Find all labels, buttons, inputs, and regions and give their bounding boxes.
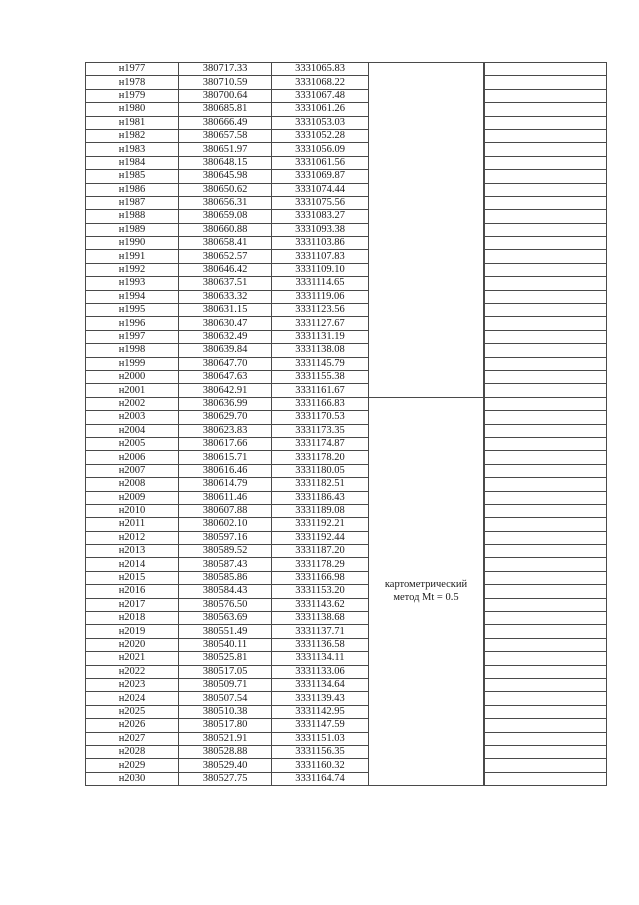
y-coordinate-cell: 3331178.20	[272, 451, 369, 464]
table-row	[86, 585, 607, 598]
note-cell	[485, 156, 607, 169]
y-coordinate-cell: 3331103.86	[272, 237, 369, 250]
y-coordinate-cell: 3331192.44	[272, 531, 369, 544]
y-coordinate-cell: 3331083.27	[272, 210, 369, 223]
note-cell	[485, 330, 607, 343]
y-coordinate-cell: 3331074.44	[272, 183, 369, 196]
y-coordinate-cell: 3331061.26	[272, 103, 369, 116]
y-coordinate-cell: 3331133.06	[272, 665, 369, 678]
y-coordinate-cell: 3331166.83	[272, 397, 369, 410]
x-coordinate-cell: 380660.88	[179, 223, 272, 236]
x-coordinate-cell: 380614.79	[179, 478, 272, 491]
point-id-cell: н2026	[86, 719, 179, 732]
x-coordinate-cell: 380507.54	[179, 692, 272, 705]
y-coordinate-cell: 3331138.08	[272, 344, 369, 357]
note-cell	[485, 263, 607, 276]
y-coordinate-cell: 3331052.28	[272, 129, 369, 142]
x-coordinate-cell: 380602.10	[179, 518, 272, 531]
point-id-cell: н1991	[86, 250, 179, 263]
x-coordinate-cell: 380517.05	[179, 665, 272, 678]
x-coordinate-cell: 380685.81	[179, 103, 272, 116]
point-id-cell: н1979	[86, 89, 179, 102]
table-row	[86, 732, 607, 745]
table-row	[86, 612, 607, 625]
x-coordinate-cell: 380587.43	[179, 558, 272, 571]
note-cell	[485, 317, 607, 330]
note-cell	[485, 437, 607, 450]
note-cell	[485, 678, 607, 691]
table-row	[86, 237, 607, 250]
table-row	[86, 263, 607, 276]
point-id-cell: н2027	[86, 732, 179, 745]
table-row	[86, 304, 607, 317]
y-coordinate-cell: 3331164.74	[272, 772, 369, 785]
note-cell	[485, 223, 607, 236]
y-coordinate-cell: 3331147.59	[272, 719, 369, 732]
x-coordinate-cell: 380650.62	[179, 183, 272, 196]
x-coordinate-cell: 380611.46	[179, 491, 272, 504]
point-id-cell: н2018	[86, 612, 179, 625]
y-coordinate-cell: 3331075.56	[272, 196, 369, 209]
table-row	[86, 759, 607, 772]
y-coordinate-cell: 3331142.95	[272, 705, 369, 718]
y-coordinate-cell: 3331170.53	[272, 411, 369, 424]
point-id-cell: н1998	[86, 344, 179, 357]
point-id-cell: н2017	[86, 598, 179, 611]
point-id-cell: н2005	[86, 437, 179, 450]
table-row	[86, 719, 607, 732]
x-coordinate-cell: 380639.84	[179, 344, 272, 357]
point-id-cell: н2023	[86, 678, 179, 691]
point-id-cell: н1980	[86, 103, 179, 116]
note-cell	[485, 705, 607, 718]
table-row	[86, 277, 607, 290]
y-coordinate-cell: 3331137.71	[272, 625, 369, 638]
table-row	[86, 317, 607, 330]
point-id-cell: н2010	[86, 504, 179, 517]
x-coordinate-cell: 380647.63	[179, 370, 272, 383]
point-id-cell: н2006	[86, 451, 179, 464]
table-row	[86, 250, 607, 263]
x-coordinate-cell: 380652.57	[179, 250, 272, 263]
point-id-cell: н1999	[86, 357, 179, 370]
note-cell	[485, 518, 607, 531]
y-coordinate-cell: 3331107.83	[272, 250, 369, 263]
table-row	[86, 183, 607, 196]
x-coordinate-cell: 380632.49	[179, 330, 272, 343]
point-id-cell: н2008	[86, 478, 179, 491]
table-row	[86, 290, 607, 303]
y-coordinate-cell: 3331189.08	[272, 504, 369, 517]
note-cell	[485, 585, 607, 598]
x-coordinate-cell: 380656.31	[179, 196, 272, 209]
point-id-cell: н1977	[86, 63, 179, 76]
point-id-cell: н1990	[86, 237, 179, 250]
x-coordinate-cell: 380517.80	[179, 719, 272, 732]
table-row	[86, 531, 607, 544]
point-id-cell: н2024	[86, 692, 179, 705]
table-row	[86, 451, 607, 464]
x-coordinate-cell: 380637.51	[179, 277, 272, 290]
x-coordinate-cell: 380659.08	[179, 210, 272, 223]
y-coordinate-cell: 3331053.03	[272, 116, 369, 129]
note-cell	[485, 370, 607, 383]
x-coordinate-cell: 380642.91	[179, 384, 272, 397]
note-cell	[485, 63, 607, 76]
x-coordinate-cell: 380633.32	[179, 290, 272, 303]
note-cell	[485, 196, 607, 209]
x-coordinate-cell: 380527.75	[179, 772, 272, 785]
note-cell	[485, 652, 607, 665]
note-cell	[485, 478, 607, 491]
x-coordinate-cell: 380521.91	[179, 732, 272, 745]
point-id-cell: н2004	[86, 424, 179, 437]
y-coordinate-cell: 3331155.38	[272, 370, 369, 383]
x-coordinate-cell: 380510.38	[179, 705, 272, 718]
note-cell	[485, 545, 607, 558]
point-id-cell: н1995	[86, 304, 179, 317]
x-coordinate-cell: 380540.11	[179, 638, 272, 651]
table-row	[86, 397, 607, 410]
y-coordinate-cell: 3331180.05	[272, 464, 369, 477]
point-id-cell: н1997	[86, 330, 179, 343]
x-coordinate-cell: 380630.47	[179, 317, 272, 330]
point-id-cell: н1993	[86, 277, 179, 290]
table-row	[86, 692, 607, 705]
note-cell	[485, 451, 607, 464]
table-row	[86, 196, 607, 209]
point-id-cell: н2020	[86, 638, 179, 651]
note-cell	[485, 531, 607, 544]
point-id-cell: н2022	[86, 665, 179, 678]
point-id-cell: н1989	[86, 223, 179, 236]
table-row	[86, 464, 607, 477]
y-coordinate-cell: 3331093.38	[272, 223, 369, 236]
note-cell	[485, 598, 607, 611]
table-row	[86, 478, 607, 491]
y-coordinate-cell: 3331069.87	[272, 170, 369, 183]
table-row	[86, 357, 607, 370]
point-id-cell: н1983	[86, 143, 179, 156]
x-coordinate-cell: 380616.46	[179, 464, 272, 477]
y-coordinate-cell: 3331153.20	[272, 585, 369, 598]
table-row	[86, 504, 607, 517]
y-coordinate-cell: 3331178.29	[272, 558, 369, 571]
y-coordinate-cell: 3331134.64	[272, 678, 369, 691]
note-cell	[485, 210, 607, 223]
point-id-cell: н2019	[86, 625, 179, 638]
table-row	[86, 143, 607, 156]
point-id-cell: н1981	[86, 116, 179, 129]
y-coordinate-cell: 3331138.68	[272, 612, 369, 625]
note-cell	[485, 424, 607, 437]
note-cell	[485, 638, 607, 651]
table-row	[86, 424, 607, 437]
note-cell	[485, 732, 607, 745]
note-cell	[485, 692, 607, 705]
x-coordinate-cell: 380666.49	[179, 116, 272, 129]
table-row	[86, 384, 607, 397]
y-coordinate-cell: 3331139.43	[272, 692, 369, 705]
point-id-cell: н1984	[86, 156, 179, 169]
y-coordinate-cell: 3331061.56	[272, 156, 369, 169]
x-coordinate-cell: 380646.42	[179, 263, 272, 276]
table-row	[86, 491, 607, 504]
note-cell	[485, 504, 607, 517]
note-cell	[485, 772, 607, 785]
point-id-cell: н2028	[86, 745, 179, 758]
x-coordinate-cell: 380645.98	[179, 170, 272, 183]
note-cell	[485, 277, 607, 290]
note-cell	[485, 103, 607, 116]
y-coordinate-cell: 3331068.22	[272, 76, 369, 89]
point-id-cell: н2021	[86, 652, 179, 665]
x-coordinate-cell: 380576.50	[179, 598, 272, 611]
point-id-cell: н1996	[86, 317, 179, 330]
table-row	[86, 223, 607, 236]
table-row	[86, 652, 607, 665]
x-coordinate-cell: 380589.52	[179, 545, 272, 558]
point-id-cell: н1982	[86, 129, 179, 142]
y-coordinate-cell: 3331143.62	[272, 598, 369, 611]
point-id-cell: н1994	[86, 290, 179, 303]
x-coordinate-cell: 380647.70	[179, 357, 272, 370]
x-coordinate-cell: 380658.41	[179, 237, 272, 250]
point-id-cell: н2025	[86, 705, 179, 718]
note-cell	[485, 357, 607, 370]
table-row	[86, 598, 607, 611]
note-cell	[485, 491, 607, 504]
point-id-cell: н2001	[86, 384, 179, 397]
x-coordinate-cell: 380529.40	[179, 759, 272, 772]
y-coordinate-cell: 3331174.87	[272, 437, 369, 450]
table-row	[86, 665, 607, 678]
table-row	[86, 63, 607, 76]
note-cell	[485, 250, 607, 263]
note-cell	[485, 384, 607, 397]
note-cell	[485, 759, 607, 772]
note-cell	[485, 558, 607, 571]
y-coordinate-cell: 3331187.20	[272, 545, 369, 558]
x-coordinate-cell: 380528.88	[179, 745, 272, 758]
note-cell	[485, 183, 607, 196]
table-row	[86, 103, 607, 116]
y-coordinate-cell: 3331186.43	[272, 491, 369, 504]
point-id-cell: н2013	[86, 545, 179, 558]
point-id-cell: н2000	[86, 370, 179, 383]
y-coordinate-cell: 3331065.83	[272, 63, 369, 76]
table-row	[86, 678, 607, 691]
y-coordinate-cell: 3331182.51	[272, 478, 369, 491]
table-row	[86, 330, 607, 343]
table-row	[86, 344, 607, 357]
point-id-cell: н2016	[86, 585, 179, 598]
table-row	[86, 772, 607, 785]
table-row	[86, 129, 607, 142]
point-id-cell: н1988	[86, 210, 179, 223]
point-id-cell: н1987	[86, 196, 179, 209]
table-row	[86, 625, 607, 638]
x-coordinate-cell: 380648.15	[179, 156, 272, 169]
note-cell	[485, 304, 607, 317]
y-coordinate-cell: 3331119.06	[272, 290, 369, 303]
note-cell	[485, 170, 607, 183]
x-coordinate-cell: 380551.49	[179, 625, 272, 638]
x-coordinate-cell: 380629.70	[179, 411, 272, 424]
x-coordinate-cell: 380631.15	[179, 304, 272, 317]
note-cell	[485, 464, 607, 477]
table-row	[86, 89, 607, 102]
y-coordinate-cell: 3331114.65	[272, 277, 369, 290]
table-row	[86, 210, 607, 223]
note-cell	[485, 411, 607, 424]
x-coordinate-cell: 380710.59	[179, 76, 272, 89]
x-coordinate-cell: 380651.97	[179, 143, 272, 156]
table-row	[86, 437, 607, 450]
y-coordinate-cell: 3331173.35	[272, 424, 369, 437]
y-coordinate-cell: 3331192.21	[272, 518, 369, 531]
y-coordinate-cell: 3331156.35	[272, 745, 369, 758]
note-cell	[485, 571, 607, 584]
point-id-cell: н2014	[86, 558, 179, 571]
point-id-cell: н2012	[86, 531, 179, 544]
x-coordinate-cell: 380717.33	[179, 63, 272, 76]
x-coordinate-cell: 380585.86	[179, 571, 272, 584]
note-cell	[485, 129, 607, 142]
y-coordinate-cell: 3331136.58	[272, 638, 369, 651]
y-coordinate-cell: 3331160.32	[272, 759, 369, 772]
table-row	[86, 170, 607, 183]
point-id-cell: н1992	[86, 263, 179, 276]
y-coordinate-cell: 3331161.67	[272, 384, 369, 397]
note-cell	[485, 625, 607, 638]
x-coordinate-cell: 380636.99	[179, 397, 272, 410]
point-id-cell: н1986	[86, 183, 179, 196]
table-row	[86, 558, 607, 571]
note-cell	[485, 116, 607, 129]
y-coordinate-cell: 3331067.48	[272, 89, 369, 102]
x-coordinate-cell: 380509.71	[179, 678, 272, 691]
note-cell	[485, 719, 607, 732]
table-row	[86, 545, 607, 558]
y-coordinate-cell: 3331151.03	[272, 732, 369, 745]
note-cell	[485, 397, 607, 410]
x-coordinate-cell: 380607.88	[179, 504, 272, 517]
method-cell: картометрический метод Mt = 0.5	[369, 397, 484, 785]
note-cell	[485, 665, 607, 678]
x-coordinate-cell: 380615.71	[179, 451, 272, 464]
note-cell	[485, 612, 607, 625]
table-row	[86, 411, 607, 424]
point-id-cell: н2003	[86, 411, 179, 424]
y-coordinate-cell: 3331109.10	[272, 263, 369, 276]
note-cell	[485, 344, 607, 357]
x-coordinate-cell: 380563.69	[179, 612, 272, 625]
point-id-cell: н2002	[86, 397, 179, 410]
y-coordinate-cell: 3331145.79	[272, 357, 369, 370]
table-row	[86, 156, 607, 169]
x-coordinate-cell: 380597.16	[179, 531, 272, 544]
note-cell	[485, 237, 607, 250]
x-coordinate-cell: 380700.64	[179, 89, 272, 102]
table-row	[86, 705, 607, 718]
coordinates-table	[85, 62, 607, 786]
point-id-cell: н2015	[86, 571, 179, 584]
note-cell	[485, 290, 607, 303]
note-cell	[485, 745, 607, 758]
x-coordinate-cell: 380525.81	[179, 652, 272, 665]
y-coordinate-cell: 3331127.67	[272, 317, 369, 330]
y-coordinate-cell: 3331166.98	[272, 571, 369, 584]
note-cell	[485, 89, 607, 102]
point-id-cell: н1978	[86, 76, 179, 89]
point-id-cell: н2011	[86, 518, 179, 531]
y-coordinate-cell: 3331056.09	[272, 143, 369, 156]
point-id-cell: н2029	[86, 759, 179, 772]
point-id-cell: н2030	[86, 772, 179, 785]
table-row	[86, 638, 607, 651]
x-coordinate-cell: 380617.66	[179, 437, 272, 450]
coordinates-table-body	[86, 63, 607, 786]
table-row	[86, 571, 607, 584]
table-row	[86, 745, 607, 758]
y-coordinate-cell: 3331123.56	[272, 304, 369, 317]
point-id-cell: н1985	[86, 170, 179, 183]
point-id-cell: н2007	[86, 464, 179, 477]
note-cell	[485, 76, 607, 89]
table-row	[86, 370, 607, 383]
x-coordinate-cell: 380657.58	[179, 129, 272, 142]
x-coordinate-cell: 380623.83	[179, 424, 272, 437]
table-row	[86, 518, 607, 531]
y-coordinate-cell: 3331134.11	[272, 652, 369, 665]
y-coordinate-cell: 3331131.19	[272, 330, 369, 343]
method-cell	[369, 63, 484, 398]
table-row	[86, 76, 607, 89]
table-row	[86, 116, 607, 129]
x-coordinate-cell: 380584.43	[179, 585, 272, 598]
note-cell	[485, 143, 607, 156]
point-id-cell: н2009	[86, 491, 179, 504]
